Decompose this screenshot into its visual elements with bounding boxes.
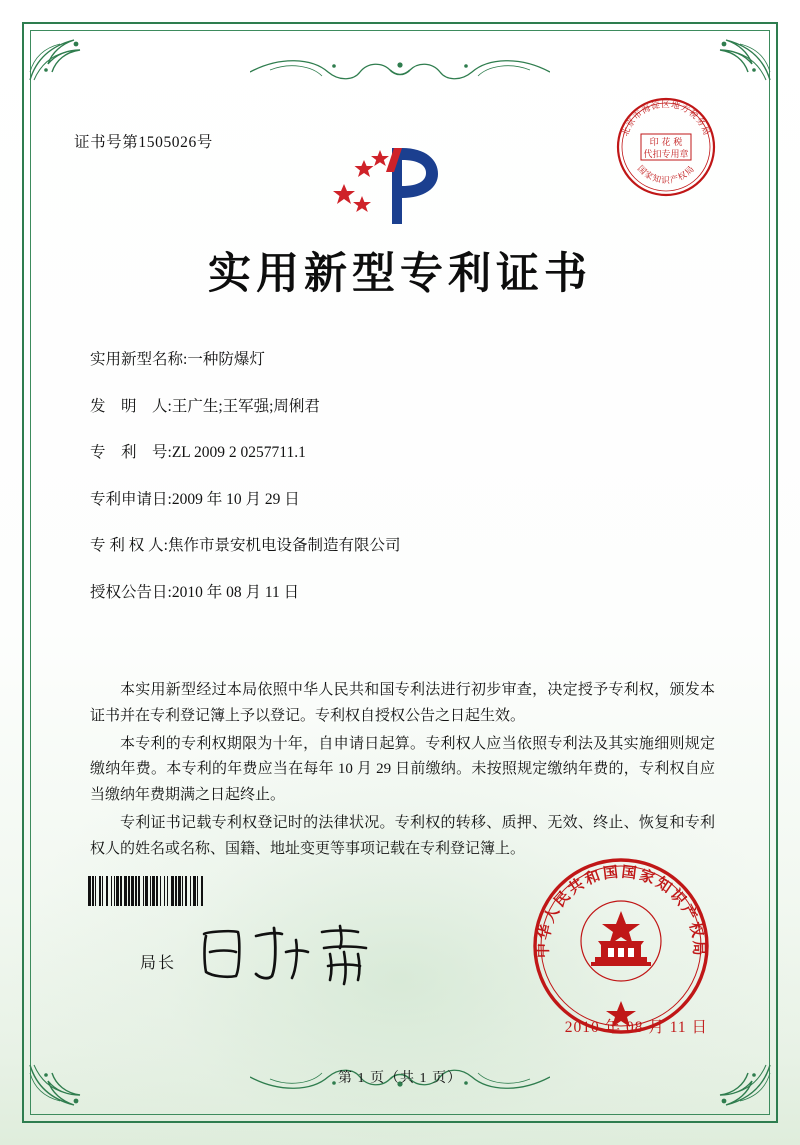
svg-text:代扣专用章: 代扣专用章 bbox=[643, 150, 689, 160]
svg-text:北京市海淀区地方税务局: 北京市海淀区地方税务局 bbox=[620, 100, 712, 138]
body-paragraph: 本专利的专利权期限为十年，自申请日起算。专利权人应当依照专利法及其实施细则规定缴纳年费。本专利的年费应当在每年 10 月 29 日前缴纳。未按照规定缴纳年费的，专利权自应当缴纳年费期满之日起终止。 bbox=[90, 735, 715, 804]
field-application-date bbox=[90, 492, 730, 508]
field-value: ZL 2009 2 0257711.1 bbox=[171, 444, 306, 461]
tax-stamp-seal bbox=[614, 95, 718, 199]
field-value: 一种防爆灯 bbox=[187, 351, 265, 368]
svg-text:印 花 税: 印 花 税 bbox=[649, 138, 683, 148]
field-utility-model-name bbox=[90, 352, 730, 368]
field-patentee bbox=[90, 538, 730, 554]
body-paragraph: 专利证书记载专利权登记时的法律状况。专利权的转移、质押、无效、终止、恢复和专利权人的姓名或名称、国籍、地址变更等事项记载在专利登记簿上。 bbox=[90, 814, 715, 857]
certificate-body bbox=[90, 678, 715, 865]
field-value: 王广生;王军强;周俐君 bbox=[171, 397, 320, 415]
field-value: 2010 年 08 月 11 日 bbox=[171, 583, 300, 601]
seal-date: 2010 年 08 月 11 日 bbox=[564, 1019, 708, 1036]
svg-text:中华人民共和国国家知识产权局: 中华人民共和国国家知识产权局 bbox=[533, 862, 709, 959]
certificate-fields bbox=[90, 352, 730, 631]
field-inventors bbox=[90, 399, 730, 415]
corner-ornament-icon bbox=[26, 26, 100, 84]
field-label: 专利申请日: bbox=[90, 490, 172, 508]
field-label: 实用新型名称: bbox=[90, 351, 188, 368]
certificate-number: 证书号第1505026号 bbox=[74, 134, 213, 151]
patent-office-logo-icon bbox=[330, 138, 450, 230]
handwritten-signature-icon bbox=[190, 918, 390, 990]
field-value: 2009 年 10 月 29 日 bbox=[171, 490, 300, 508]
page-indicator: 第 1 页（共 1 页） bbox=[338, 1071, 462, 1086]
national-ipo-round-seal bbox=[530, 855, 712, 1037]
corner-ornament-icon bbox=[700, 26, 774, 84]
field-label: 发 明 人: bbox=[90, 397, 172, 415]
body-paragraph: 本实用新型经过本局依照中华人民共和国专利法进行初步审查，决定授予专利权，颁发本证书并在专利登记簿上予以登记。专利权自授权公告之日起生效。 bbox=[90, 682, 715, 724]
page-title: 实用新型专利证书 bbox=[208, 249, 592, 299]
field-label: 授权公告日: bbox=[90, 583, 172, 601]
svg-text:国家知识产权局: 国家知识产权局 bbox=[634, 163, 698, 186]
field-label: 专 利 权 人: bbox=[90, 537, 168, 554]
certificate-barcode bbox=[88, 876, 338, 906]
field-grant-date bbox=[90, 585, 730, 601]
field-patent-number bbox=[90, 445, 730, 461]
signature-label: 局长 bbox=[140, 955, 177, 972]
field-label: 专 利 号: bbox=[90, 444, 172, 461]
top-flourish-ornament-icon bbox=[250, 50, 550, 92]
field-value: 焦作市景安机电设备制造有限公司 bbox=[167, 537, 401, 554]
